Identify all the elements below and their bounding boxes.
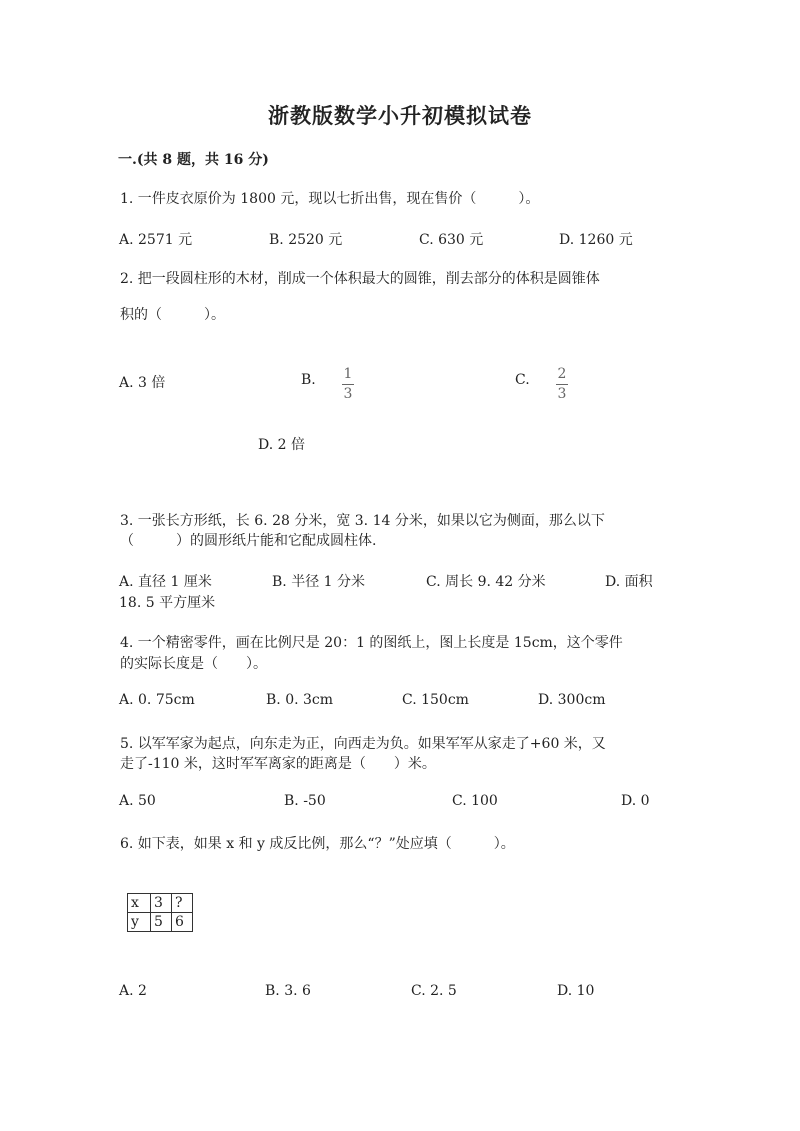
question-4-text-line1: 4. 一个精密零件，画在比例尺是 20：1 的图纸上，图上长度是 15cm，这个零件 [120,635,623,651]
question-2-text-line1: 2. 把一段圆柱形的木材，削成一个体积最大的圆锥，削去部分的体积是圆锥体 [120,271,600,287]
question-4-option-c[interactable]: C. 150cm [402,692,469,708]
question-3-option-d[interactable]: D. 面积 [605,574,653,590]
question-2-option-b[interactable]: B. [301,372,316,388]
question-3-text-line2: （ ）的圆形纸片能和它配成圆柱体. [120,533,377,549]
fraction-numerator: 2 [557,366,567,382]
fraction-one-third [340,366,356,402]
question-3-option-c[interactable]: C. 周长 9. 42 分米 [426,574,546,590]
question-6-option-b[interactable]: B. 3. 6 [265,983,311,999]
fraction-numerator: 1 [343,366,353,382]
question-5-option-b[interactable]: B. -50 [284,793,326,809]
question-4-option-b[interactable]: B. 0. 3cm [266,692,334,708]
table-cell: y [128,913,151,932]
fraction-denominator: 3 [557,386,567,402]
question-2-text-line2: 积的（ ）。 [120,307,225,323]
question-3-option-a[interactable]: A. 直径 1 厘米 [119,574,212,590]
fraction-two-thirds [554,366,570,402]
question-5-option-a[interactable]: A. 50 [119,793,156,809]
table-cell: 5 [151,913,172,932]
question-5-option-c[interactable]: C. 100 [452,793,498,809]
question-3-option-b[interactable]: B. 半径 1 分米 [272,574,365,590]
table-cell: ? [172,894,193,913]
question-2-option-c[interactable]: C. [515,372,530,388]
question-1-option-b[interactable]: B. 2520 元 [269,232,343,248]
question-3-text-line1: 3. 一张长方形纸，长 6. 28 分米，宽 3. 14 分米，如果以它为侧面，那么以下 [120,513,605,529]
question-2-option-a[interactable]: A. 3 倍 [119,375,166,391]
question-6-option-d[interactable]: D. 10 [557,983,595,999]
question-4-option-d[interactable]: D. 300cm [538,692,606,708]
question-3-option-d-continued: 18. 5 平方厘米 [119,595,216,611]
question-1-option-a[interactable]: A. 2571 元 [119,232,193,248]
question-1-text: 1. 一件皮衣原价为 1800 元，现以七折出售，现在售价（ ）。 [120,191,540,207]
fraction-bar [342,384,354,385]
fraction-bar [556,384,568,385]
question-4-text-line2: 的实际长度是（ ）。 [120,656,267,672]
question-2-option-d[interactable]: D. 2 倍 [258,437,305,453]
question-4-option-a[interactable]: A. 0. 75cm [119,692,195,708]
table-cell: 3 [151,894,172,913]
question-5-option-d[interactable]: D. 0 [621,793,650,809]
question-6-option-a[interactable]: A. 2 [119,983,147,999]
page-title: 浙教版数学小升初模拟试卷 [268,103,532,128]
question-5-text-line1: 5. 以军军家为起点，向东走为正，向西走为负。如果军军从家走了+60 米，又 [120,736,606,752]
question-5-text-line2: 走了-110 米，这时军军离家的距离是（ ）米。 [120,756,436,772]
table-cell: x [128,894,151,913]
question-6-option-c[interactable]: C. 2. 5 [411,983,457,999]
xy-value-table [127,893,193,932]
table-row-x [128,894,193,913]
question-1-option-d[interactable]: D. 1260 元 [559,232,633,248]
question-6-text: 6. 如下表，如果 x 和 y 成反比例，那么“？”处应填（ ）。 [120,836,515,852]
fraction-denominator: 3 [343,386,353,402]
question-1-option-c[interactable]: C. 630 元 [419,232,484,248]
table-row-y [128,913,193,932]
table-cell: 6 [172,913,193,932]
section-heading: 一.(共 8 题，共 16 分) [118,152,269,168]
